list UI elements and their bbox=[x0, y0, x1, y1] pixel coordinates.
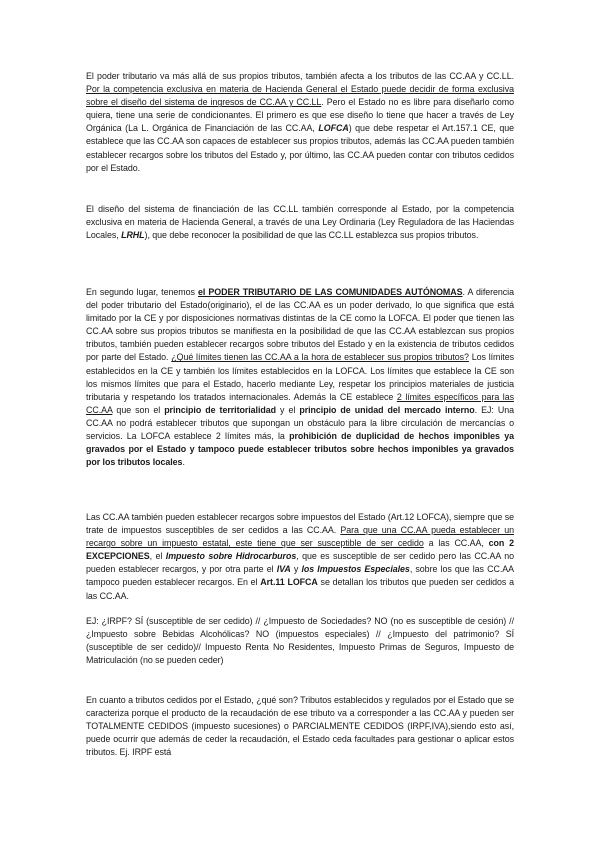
paragraph-3 bbox=[86, 286, 514, 469]
text-run: En cuanto a tributos cedidos por el Estado, ¿qué son? Tributos establecidos y regulados por el Estado que se caracteriza porque el producto de la recaudación de ese tributo va a corresponder a las CC.AA y pueden ser TOTALMENTE CEDIDOS (impuesto sucesiones) o PARCIALMENTE CEDIDOS (IRPF,IVA),siendo esto así, puede ocurrir que además de ceder la recaudación, el Estado ceda facultades para gestionar o aplicar estos tributos. Ej. IRPF está bbox=[86, 695, 514, 758]
bold-italic-text: Impuesto sobre Hidrocarburos bbox=[165, 551, 297, 562]
text-run: y bbox=[290, 564, 302, 575]
bold-text: Art.11 LOFCA bbox=[260, 577, 318, 588]
text-run: ), que debe reconocer la posibilidad de que las CC.LL establezca sus propios tributos. bbox=[144, 230, 479, 241]
bold-text: principio de territorialidad bbox=[164, 404, 277, 415]
text-run: El diseño del sistema de financiación de las CC.LL también corresponde al Estado, por la competencia exclusiva en materia de Hacienda General, a través de una Ley Ordinaria (Ley Reguladora de las Haciendas Locales, bbox=[86, 204, 514, 241]
underlined-text: 2 límites específicos para las CC.AA bbox=[86, 391, 514, 415]
text-run: En segundo lugar, tenemos bbox=[86, 287, 198, 297]
text-run: ) que debe respetar el Art.157.1 CE, que establece que las CC.AA son capaces de establecer sus propios tributos, además las CC.AA pueden también establecer recargos sobre los tributos del Estado y, por último, las CC.AA pueden contar con tributos cedidos por el Estado. bbox=[86, 123, 514, 173]
paragraph-1 bbox=[86, 70, 514, 175]
text-run: El poder tributario va más allá de sus propios tributos, también afecta a los tributos de las CC.AA y CC.LL. bbox=[86, 71, 514, 81]
text-run: , sobre los que las CC.AA tampoco pueden establecer recargos. En el bbox=[86, 564, 514, 588]
text-run: se detallan los tributos que pueden ser cedidos a las CC.AA. bbox=[86, 577, 514, 601]
text-run: . A diferencia del poder tributario del Estado(originario), el de las CC.AA es un poder derivado, lo que significa que está limitado por la CE y por disposiciones normativas distintas de la CE como la LOFCA. El poder que tienen las CC.AA sobre sus propios tributos se manifiesta en la posibilidad de que las CC.AA establezcan sus propios tributos, también pueden establecer recargos sobre tributos del Estado y en la existencia de tributos cedidos por parte del Estado. bbox=[86, 287, 514, 363]
bold-italic-text: LOFCA bbox=[318, 123, 349, 134]
text-run: . Pero el Estado no es libre para diseñarlo como quiera, tiene una serie de condicionantes. El primero es que ese diseño lo tiene que hacer a través de Ley Orgánica (La L. Orgánica de Financiación de las CC.AA, bbox=[86, 97, 515, 134]
text-run: que son el bbox=[112, 404, 165, 415]
bold-text: prohibición de duplicidad de hechos imponibles ya gravados por el Estado y tampoco puede establecer tributos sobre hechos imponibles ya gravados por los tributos locales bbox=[86, 431, 514, 468]
text-run: y el bbox=[276, 404, 300, 415]
text-run: Los límites establecidos en la CE y también los límites establecidos en la LOFCA. Los límites que establece la CE son los mismos límites que para el Estado, hacerlo mediante Ley, respetar los principios materiales de justicia tributaria y respetando los tratados internacionales. Además la CE establece bbox=[86, 352, 514, 402]
bold-italic-text: los Impuestos Especiales bbox=[301, 564, 410, 575]
paragraph-6 bbox=[86, 694, 514, 759]
text-run: EJ: ¿IRPF? SÍ (susceptible de ser cedido) // ¿Impuesto de Sociedades? NO (no es susceptible de cesión) // ¿Impuesto sobre Bebidas Alcohólicas? NO (impuestos especiales) // ¿Impuesto del patrimonio? SÍ (susceptible de ser cedido)// Impuesto Renta No Residentes, Impuesto Primas de Seguros, Impuesto de Matriculación (no se pueden ceder) bbox=[86, 616, 514, 666]
bold-italic-text: IVA bbox=[276, 564, 291, 575]
text-run: Las CC.AA también pueden establecer recargos sobre impuestos del Estado (Art.12 LOFCA), siempre que se trate de impuestos susceptibles de ser cedidos a las CC.AA. bbox=[86, 512, 514, 536]
text-run: a las CC.AA, bbox=[423, 538, 489, 549]
paragraph-2 bbox=[86, 203, 514, 242]
bold-text: principio de unidad del mercado interno bbox=[299, 404, 475, 415]
text-run: , el bbox=[149, 551, 166, 562]
underlined-text: Para que una CC.AA pueda establecer un recargo sobre un impuesto estatal, este tiene que ser susceptible de ser cedido bbox=[86, 525, 514, 549]
underlined-question: ¿Qué límites tienen las CC.AA a la hora de establecer sus propios tributos? bbox=[171, 352, 469, 363]
text-run: . EJ: Una CC.AA no podrá establecer tributos que supongan un obstáculo para la libre circulación de mercancías o servicios. La LOFCA establece 2 límites más, la bbox=[86, 404, 514, 442]
text-run: . bbox=[182, 457, 185, 468]
bold-italic-text: LRHL bbox=[121, 230, 145, 241]
paragraph-4 bbox=[86, 511, 514, 603]
underlined-text: Por la competencia exclusiva en materia de Hacienda General el Estado puede decidir de forma exclusiva sobre el diseño del sistema de ingresos de CC.AA y CC.LL bbox=[86, 84, 514, 108]
section-heading-text: el PODER TRIBUTARIO DE LAS COMUNIDADES AUTÓNOMAS bbox=[197, 287, 463, 297]
text-run: , que es susceptible de ser cedido pero las CC.AA no pueden establecer recargos, y por otra parte el bbox=[86, 551, 514, 575]
paragraph-5 bbox=[86, 615, 514, 667]
bold-text: con 2 EXCEPCIONES bbox=[86, 538, 514, 562]
